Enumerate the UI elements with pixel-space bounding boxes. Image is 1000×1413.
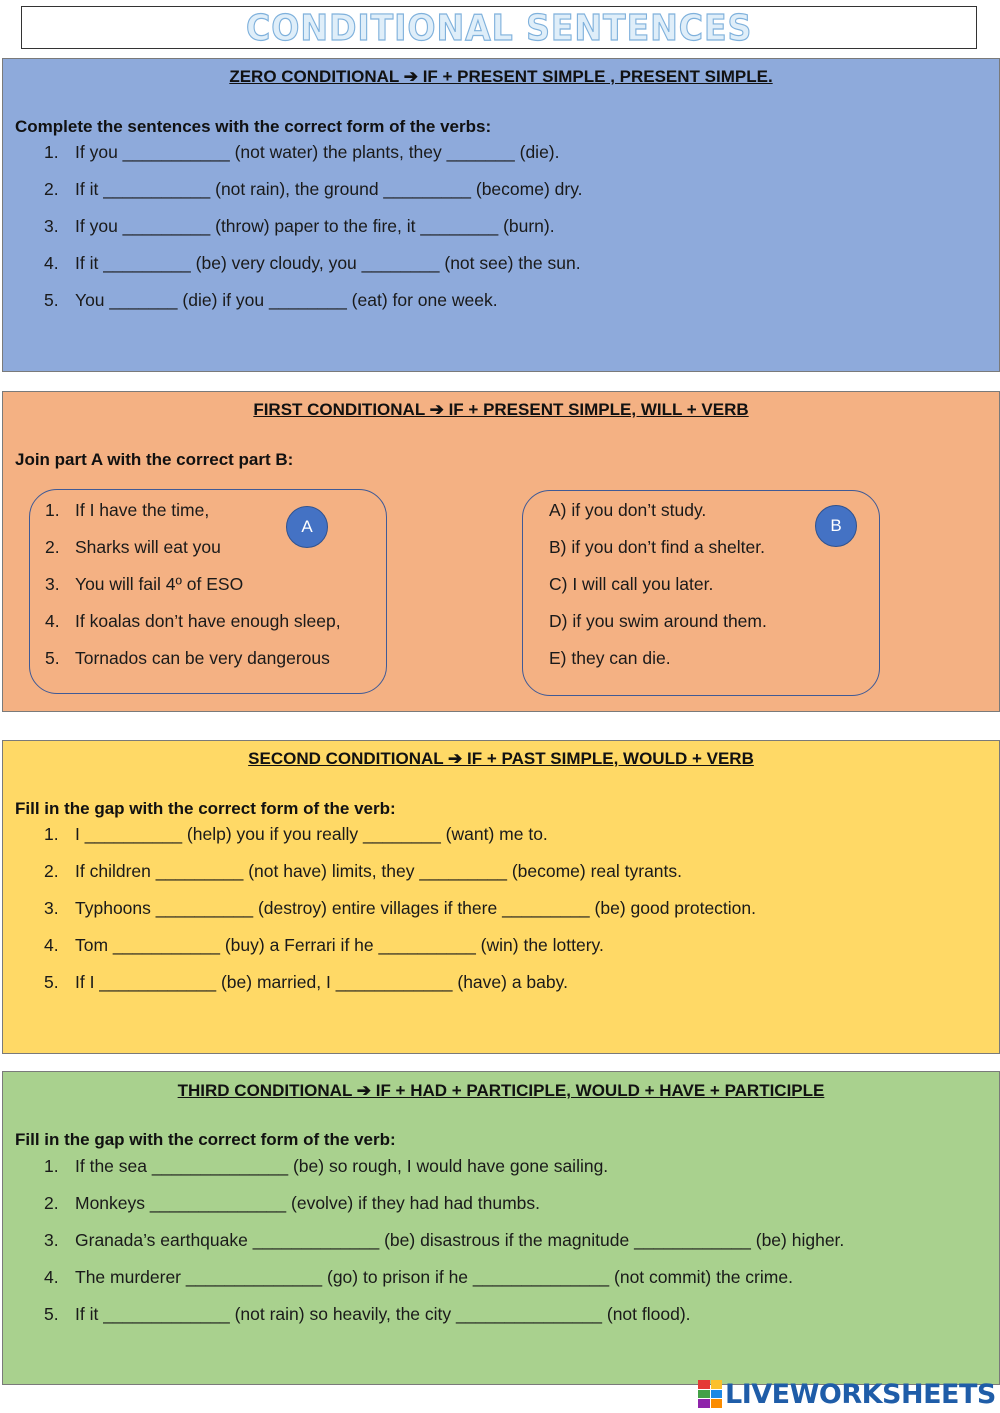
worksheet-title-box (21, 6, 977, 49)
third-conditional-section: THIRD CONDITIONAL ➔ IF + HAD + PARTICIPLE, WOULD + HAVE + PARTICIPLE Fill in the gap with the correct form of the verb: 1. If the sea ______________ (be) so rough, I would have gone sailing. 2. Monkeys ______________ (evolve) if they had had thumbs. 3. Granada’s earthquake _____________ (be) disastrous if the magnitude ____________ (be) higher. 4. The murderer ______________ (go) to prison if he ______________ (not commit) the crime. 5. If it _____________ (not rain) so heavily, the city _______________ (not flood). (2, 1071, 1000, 1385)
second-conditional-instruction: Fill in the gap with the correct form of the verb: (15, 799, 396, 818)
zero-conditional-section: ZERO CONDITIONAL ➔ IF + PRESENT SIMPLE , PRESENT SIMPLE. Complete the sentences with the correct form of the verbs: 1. If you ___________ (not water) the plants, they _______ (die). 2. If it ___________ (not rain), the ground _________ (become) dry. 3. If you _________ (throw) paper to the fire, it ________ (burn). 4. If it _________ (be) very cloudy, you ________ (not see) the sun. 5. You _______ (die) if you ________ (eat) for one week. (2, 58, 1000, 372)
part-a-box: 1. If I have the time, 2. Sharks will eat you 3. You will fail 4º of ESO 4. If koalas don’t have enough sleep, 5. Tornados can be very dangerous A (29, 489, 387, 694)
zero-conditional-instruction: Complete the sentences with the correct form of the verbs: (15, 117, 492, 136)
first-conditional-section (2, 391, 1000, 712)
part-a-badge: A (286, 506, 328, 548)
part-b-badge: B (815, 505, 857, 547)
liveworksheets-logo[interactable] (698, 1378, 996, 1410)
first-conditional-instruction: Join part A with the correct part B: (15, 450, 294, 469)
third-conditional-heading: THIRD CONDITIONAL ➔ IF + HAD + PARTICIPLE, WOULD + HAVE + PARTICIPLE (177, 1081, 825, 1100)
liveworksheets-brand-text: LIVEWORKSHEETS (725, 1378, 996, 1410)
second-conditional-section: SECOND CONDITIONAL ➔ IF + PAST SIMPLE, WOULD + VERB Fill in the gap with the correct form of the verb: 1. I __________ (help) you if you really ________ (want) me to. 2. If children _________ (not have) limits, they _________ (become) real tyrants. 3. Typhoons __________ (destroy) entire villages if there _________ (be) good protection. 4. Tom ___________ (buy) a Ferrari if he __________ (win) the lottery. 5. If I ____________ (be) married, I ____________ (have) a baby. (2, 740, 1000, 1054)
zero-conditional-heading: ZERO CONDITIONAL ➔ IF + PRESENT SIMPLE , PRESENT SIMPLE. (229, 67, 773, 86)
part-b-box: A) if you don’t study. B) if you don’t find a shelter. C) I will call you later. D) if you swim around them. E) they can die. B (522, 490, 880, 696)
worksheet-title: CONDITIONAL SENTENCES (245, 8, 753, 49)
second-conditional-heading: SECOND CONDITIONAL ➔ IF + PAST SIMPLE, WOULD + VERB (248, 749, 754, 768)
first-conditional-heading: FIRST CONDITIONAL ➔ IF + PRESENT SIMPLE, WILL + VERB (253, 400, 749, 419)
third-conditional-instruction: Fill in the gap with the correct form of the verb: (15, 1130, 396, 1149)
liveworksheets-logo-icon (698, 1380, 722, 1408)
